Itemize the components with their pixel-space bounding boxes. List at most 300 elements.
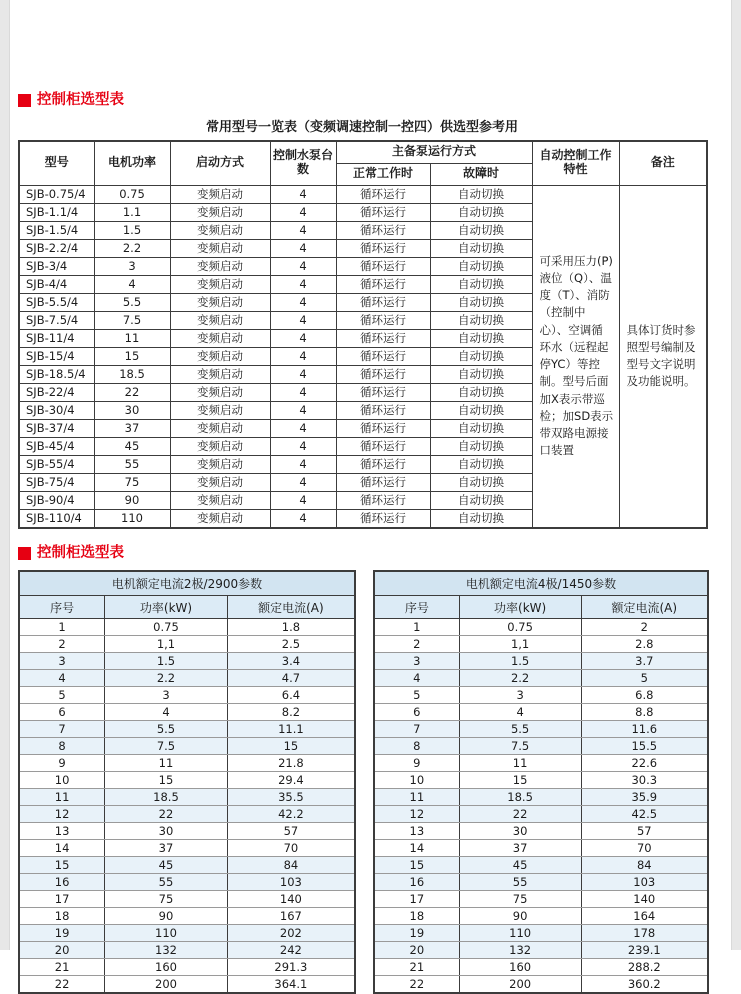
power-cell: 22 xyxy=(94,383,170,401)
start-mode-cell: 变频启动 xyxy=(170,329,270,347)
power-cell: 15 xyxy=(94,347,170,365)
normal-work-cell: 循环运行 xyxy=(336,383,430,401)
index-cell: 12 xyxy=(19,806,105,823)
table-row xyxy=(19,925,355,942)
table-row xyxy=(374,755,708,772)
col-header-motor-power: 电机功率 xyxy=(94,141,170,185)
power-cell: 4 xyxy=(459,704,581,721)
normal-work-cell: 循环运行 xyxy=(336,509,430,528)
model-cell: SJB-1.1/4 xyxy=(19,203,94,221)
current-table-4pole xyxy=(373,570,709,994)
power-cell: 90 xyxy=(94,491,170,509)
start-mode-cell: 变频启动 xyxy=(170,347,270,365)
pump-count-cell: 4 xyxy=(270,293,336,311)
table-row xyxy=(374,976,708,994)
index-cell: 2 xyxy=(374,636,459,653)
power-cell: 7.5 xyxy=(459,738,581,755)
table-row xyxy=(19,857,355,874)
current-cell: 3.7 xyxy=(581,653,708,670)
table-row xyxy=(374,653,708,670)
current-cell: 6.4 xyxy=(227,687,355,704)
fault-cell: 自动切换 xyxy=(430,257,532,275)
table-row xyxy=(374,738,708,755)
start-mode-cell: 变频启动 xyxy=(170,275,270,293)
index-cell: 22 xyxy=(374,976,459,994)
power-cell: 110 xyxy=(105,925,228,942)
pump-count-cell: 4 xyxy=(270,203,336,221)
model-cell: SJB-1.5/4 xyxy=(19,221,94,239)
start-mode-cell: 变频启动 xyxy=(170,311,270,329)
power-cell: 0.75 xyxy=(105,619,228,636)
normal-work-cell: 循环运行 xyxy=(336,419,430,437)
start-mode-cell: 变频启动 xyxy=(170,401,270,419)
current-cell: 15 xyxy=(227,738,355,755)
index-cell: 20 xyxy=(19,942,105,959)
power-cell: 75 xyxy=(94,473,170,491)
index-cell: 3 xyxy=(19,653,105,670)
start-mode-cell: 变频启动 xyxy=(170,239,270,257)
power-cell: 1,1 xyxy=(105,636,228,653)
power-cell: 55 xyxy=(459,874,581,891)
normal-work-cell: 循环运行 xyxy=(336,257,430,275)
current-table-4pole-title: 电机额定电流4极/1450参数 xyxy=(374,571,708,596)
power-cell: 7.5 xyxy=(94,311,170,329)
power-cell: 4 xyxy=(94,275,170,293)
fault-cell: 自动切换 xyxy=(430,365,532,383)
current-table-2pole-title: 电机额定电流2极/2900参数 xyxy=(19,571,355,596)
current-cell: 15.5 xyxy=(581,738,708,755)
start-mode-cell: 变频启动 xyxy=(170,509,270,528)
power-cell: 2.2 xyxy=(94,239,170,257)
index-cell: 16 xyxy=(374,874,459,891)
index-cell: 20 xyxy=(374,942,459,959)
power-cell: 7.5 xyxy=(105,738,228,755)
table-row xyxy=(374,806,708,823)
power-cell: 11 xyxy=(105,755,228,772)
normal-work-cell: 循环运行 xyxy=(336,347,430,365)
col-header-fault: 故障时 xyxy=(430,163,532,185)
table-header-row xyxy=(374,596,708,619)
index-cell: 12 xyxy=(374,806,459,823)
normal-work-cell: 循环运行 xyxy=(336,365,430,383)
model-cell: SJB-37/4 xyxy=(19,419,94,437)
table-row xyxy=(374,908,708,925)
current-cell: 57 xyxy=(227,823,355,840)
normal-work-cell: 循环运行 xyxy=(336,239,430,257)
current-cell: 103 xyxy=(227,874,355,891)
start-mode-cell: 变频启动 xyxy=(170,293,270,311)
table-row xyxy=(19,840,355,857)
fault-cell: 自动切换 xyxy=(430,329,532,347)
current-cell: 57 xyxy=(581,823,708,840)
current-cell: 4.7 xyxy=(227,670,355,687)
current-cell: 167 xyxy=(227,908,355,925)
col-header-remark: 备注 xyxy=(619,141,707,185)
index-cell: 1 xyxy=(374,619,459,636)
normal-work-cell: 循环运行 xyxy=(336,311,430,329)
normal-work-cell: 循环运行 xyxy=(336,329,430,347)
pump-count-cell: 4 xyxy=(270,239,336,257)
power-cell: 15 xyxy=(105,772,228,789)
col-header-pump-count: 控制水泵台数 xyxy=(270,141,336,185)
power-cell: 75 xyxy=(459,891,581,908)
index-cell: 18 xyxy=(19,908,105,925)
current-cell: 70 xyxy=(227,840,355,857)
model-cell: SJB-2.2/4 xyxy=(19,239,94,257)
start-mode-cell: 变频启动 xyxy=(170,455,270,473)
power-cell: 3 xyxy=(105,687,228,704)
table-row xyxy=(19,959,355,976)
model-cell: SJB-90/4 xyxy=(19,491,94,509)
pump-count-cell: 4 xyxy=(270,311,336,329)
model-cell: SJB-30/4 xyxy=(19,401,94,419)
pump-count-cell: 4 xyxy=(270,473,336,491)
power-cell: 160 xyxy=(459,959,581,976)
model-cell: SJB-18.5/4 xyxy=(19,365,94,383)
power-cell: 4 xyxy=(105,704,228,721)
current-table-2pole xyxy=(18,570,356,994)
pump-count-cell: 4 xyxy=(270,419,336,437)
index-cell: 5 xyxy=(19,687,105,704)
index-cell: 10 xyxy=(19,772,105,789)
power-cell: 160 xyxy=(105,959,228,976)
col-header-operation-group: 主备泵运行方式 xyxy=(336,141,532,163)
pump-count-cell: 4 xyxy=(270,347,336,365)
index-cell: 4 xyxy=(19,670,105,687)
index-cell: 3 xyxy=(374,653,459,670)
power-cell: 30 xyxy=(94,401,170,419)
start-mode-cell: 变频启动 xyxy=(170,437,270,455)
power-cell: 11 xyxy=(459,755,581,772)
power-cell: 132 xyxy=(459,942,581,959)
current-cell: 1.8 xyxy=(227,619,355,636)
normal-work-cell: 循环运行 xyxy=(336,221,430,239)
current-cell: 2.5 xyxy=(227,636,355,653)
start-mode-cell: 变频启动 xyxy=(170,383,270,401)
power-cell: 75 xyxy=(105,891,228,908)
pump-count-cell: 4 xyxy=(270,185,336,203)
table-row xyxy=(374,959,708,976)
table-row xyxy=(19,908,355,925)
power-cell: 1.1 xyxy=(94,203,170,221)
power-cell: 90 xyxy=(105,908,228,925)
power-cell: 37 xyxy=(105,840,228,857)
model-cell: SJB-45/4 xyxy=(19,437,94,455)
index-cell: 21 xyxy=(374,959,459,976)
index-cell: 16 xyxy=(19,874,105,891)
table-row xyxy=(374,942,708,959)
table-row xyxy=(374,891,708,908)
power-cell: 110 xyxy=(94,509,170,528)
pump-count-cell: 4 xyxy=(270,509,336,528)
table-row xyxy=(19,185,707,203)
col-header-normal-work: 正常工作时 xyxy=(336,163,430,185)
index-cell: 17 xyxy=(374,891,459,908)
table-row xyxy=(374,636,708,653)
current-cell: 70 xyxy=(581,840,708,857)
model-cell: SJB-11/4 xyxy=(19,329,94,347)
current-cell: 5 xyxy=(581,670,708,687)
model-cell: SJB-15/4 xyxy=(19,347,94,365)
index-cell: 14 xyxy=(374,840,459,857)
start-mode-cell: 变频启动 xyxy=(170,365,270,383)
table-row xyxy=(19,976,355,994)
power-cell: 30 xyxy=(105,823,228,840)
normal-work-cell: 循环运行 xyxy=(336,275,430,293)
table-row xyxy=(19,670,355,687)
index-cell: 8 xyxy=(374,738,459,755)
col-header-index: 序号 xyxy=(19,596,105,619)
current-cell: 140 xyxy=(227,891,355,908)
index-cell: 1 xyxy=(19,619,105,636)
pump-count-cell: 4 xyxy=(270,275,336,293)
current-cell: 8.8 xyxy=(581,704,708,721)
current-cell: 30.3 xyxy=(581,772,708,789)
power-cell: 18.5 xyxy=(94,365,170,383)
power-cell: 5.5 xyxy=(94,293,170,311)
fault-cell: 自动切换 xyxy=(430,221,532,239)
power-cell: 3 xyxy=(94,257,170,275)
main-table-title: 常用型号一览表（变频调速控制一控四）供选型参考用 xyxy=(18,116,706,135)
table-row xyxy=(19,653,355,670)
index-cell: 9 xyxy=(19,755,105,772)
index-cell: 11 xyxy=(19,789,105,806)
current-cell: 11.1 xyxy=(227,721,355,738)
power-cell: 0.75 xyxy=(459,619,581,636)
normal-work-cell: 循环运行 xyxy=(336,473,430,491)
red-square-icon xyxy=(18,547,31,560)
fault-cell: 自动切换 xyxy=(430,473,532,491)
current-cell: 360.2 xyxy=(581,976,708,994)
index-cell: 13 xyxy=(19,823,105,840)
fault-cell: 自动切换 xyxy=(430,347,532,365)
red-square-icon xyxy=(18,94,31,107)
index-cell: 15 xyxy=(374,857,459,874)
table-row xyxy=(19,636,355,653)
power-cell: 1.5 xyxy=(94,221,170,239)
current-cell: 35.5 xyxy=(227,789,355,806)
index-cell: 6 xyxy=(19,704,105,721)
normal-work-cell: 循环运行 xyxy=(336,293,430,311)
current-cell: 288.2 xyxy=(581,959,708,976)
section1-title: 控制柜选型表 xyxy=(37,93,124,108)
power-cell: 22 xyxy=(459,806,581,823)
table-row xyxy=(374,619,708,636)
table-row xyxy=(374,823,708,840)
power-cell: 15 xyxy=(459,772,581,789)
start-mode-cell: 变频启动 xyxy=(170,203,270,221)
normal-work-cell: 循环运行 xyxy=(336,203,430,221)
table-row xyxy=(374,925,708,942)
current-cell: 2 xyxy=(581,619,708,636)
model-cell: SJB-22/4 xyxy=(19,383,94,401)
power-cell: 37 xyxy=(459,840,581,857)
auto-control-note: 可采用压力(P)液位（Q）、温度（T）、消防（控制中心）、空调循环水（远程起停YC）等控制。型号后面加X表示带巡检；加SD表示带双路电源接口装置 xyxy=(532,185,619,528)
power-cell: 110 xyxy=(459,925,581,942)
model-cell: SJB-75/4 xyxy=(19,473,94,491)
current-cell: 35.9 xyxy=(581,789,708,806)
normal-work-cell: 循环运行 xyxy=(336,455,430,473)
start-mode-cell: 变频启动 xyxy=(170,185,270,203)
power-cell: 1.5 xyxy=(459,653,581,670)
start-mode-cell: 变频启动 xyxy=(170,419,270,437)
current-cell: 11.6 xyxy=(581,721,708,738)
start-mode-cell: 变频启动 xyxy=(170,221,270,239)
current-cell: 8.2 xyxy=(227,704,355,721)
table-row xyxy=(19,823,355,840)
table-row xyxy=(374,704,708,721)
power-cell: 1,1 xyxy=(459,636,581,653)
index-cell: 7 xyxy=(19,721,105,738)
table-row xyxy=(19,789,355,806)
power-cell: 37 xyxy=(94,419,170,437)
section2-title: 控制柜选型表 xyxy=(37,546,124,561)
index-cell: 6 xyxy=(374,704,459,721)
table-row xyxy=(19,806,355,823)
index-cell: 9 xyxy=(374,755,459,772)
fault-cell: 自动切换 xyxy=(430,185,532,203)
model-cell: SJB-0.75/4 xyxy=(19,185,94,203)
col-header-index: 序号 xyxy=(374,596,459,619)
current-cell: 6.8 xyxy=(581,687,708,704)
table-row xyxy=(374,789,708,806)
power-cell: 45 xyxy=(105,857,228,874)
index-cell: 4 xyxy=(374,670,459,687)
power-cell: 200 xyxy=(105,976,228,994)
table-row xyxy=(19,738,355,755)
power-cell: 90 xyxy=(459,908,581,925)
current-cell: 84 xyxy=(227,857,355,874)
table-header-row xyxy=(19,596,355,619)
fault-cell: 自动切换 xyxy=(430,383,532,401)
table-row xyxy=(374,874,708,891)
start-mode-cell: 变频启动 xyxy=(170,491,270,509)
table-row xyxy=(19,755,355,772)
model-cell: SJB-5.5/4 xyxy=(19,293,94,311)
index-cell: 5 xyxy=(374,687,459,704)
current-tables-row xyxy=(18,570,723,994)
fault-cell: 自动切换 xyxy=(430,491,532,509)
table-row xyxy=(19,772,355,789)
index-cell: 22 xyxy=(19,976,105,994)
table-row xyxy=(19,721,355,738)
current-cell: 42.2 xyxy=(227,806,355,823)
power-cell: 11 xyxy=(94,329,170,347)
main-selection-table xyxy=(18,140,708,529)
power-cell: 2.2 xyxy=(459,670,581,687)
current-cell: 22.6 xyxy=(581,755,708,772)
remark-note: 具体订货时参照型号编制及型号文字说明及功能说明。 xyxy=(619,185,707,528)
normal-work-cell: 循环运行 xyxy=(336,401,430,419)
current-cell: 29.4 xyxy=(227,772,355,789)
col-header-auto-control: 自动控制工作特性 xyxy=(532,141,619,185)
section1-header xyxy=(18,91,723,110)
power-cell: 45 xyxy=(459,857,581,874)
index-cell: 18 xyxy=(374,908,459,925)
section2-header xyxy=(18,544,723,563)
power-cell: 22 xyxy=(105,806,228,823)
normal-work-cell: 循环运行 xyxy=(336,437,430,455)
power-cell: 55 xyxy=(105,874,228,891)
index-cell: 11 xyxy=(374,789,459,806)
index-cell: 21 xyxy=(19,959,105,976)
model-cell: SJB-7.5/4 xyxy=(19,311,94,329)
pump-count-cell: 4 xyxy=(270,437,336,455)
power-cell: 5.5 xyxy=(459,721,581,738)
col-header-rated-current: 额定电流(A) xyxy=(227,596,355,619)
index-cell: 2 xyxy=(19,636,105,653)
start-mode-cell: 变频启动 xyxy=(170,473,270,491)
pump-count-cell: 4 xyxy=(270,455,336,473)
table-row xyxy=(374,840,708,857)
index-cell: 19 xyxy=(19,925,105,942)
current-cell: 239.1 xyxy=(581,942,708,959)
fault-cell: 自动切换 xyxy=(430,437,532,455)
table-row xyxy=(374,721,708,738)
table-row xyxy=(19,874,355,891)
start-mode-cell: 变频启动 xyxy=(170,257,270,275)
fault-cell: 自动切换 xyxy=(430,419,532,437)
page xyxy=(18,0,723,994)
power-cell: 55 xyxy=(94,455,170,473)
pump-count-cell: 4 xyxy=(270,401,336,419)
power-cell: 2.2 xyxy=(105,670,228,687)
power-cell: 30 xyxy=(459,823,581,840)
table-row xyxy=(19,687,355,704)
table-row xyxy=(374,670,708,687)
col-header-power-kw: 功率(kW) xyxy=(105,596,228,619)
index-cell: 10 xyxy=(374,772,459,789)
power-cell: 132 xyxy=(105,942,228,959)
power-cell: 0.75 xyxy=(94,185,170,203)
current-cell: 140 xyxy=(581,891,708,908)
power-cell: 18.5 xyxy=(459,789,581,806)
table-row xyxy=(374,772,708,789)
model-cell: SJB-55/4 xyxy=(19,455,94,473)
fault-cell: 自动切换 xyxy=(430,275,532,293)
fault-cell: 自动切换 xyxy=(430,509,532,528)
col-header-rated-current: 额定电流(A) xyxy=(581,596,708,619)
power-cell: 5.5 xyxy=(105,721,228,738)
current-cell: 42.5 xyxy=(581,806,708,823)
power-cell: 200 xyxy=(459,976,581,994)
fault-cell: 自动切换 xyxy=(430,455,532,473)
current-cell: 291.3 xyxy=(227,959,355,976)
current-cell: 3.4 xyxy=(227,653,355,670)
col-header-start-mode: 启动方式 xyxy=(170,141,270,185)
table-row xyxy=(19,619,355,636)
table-title-row xyxy=(374,571,708,596)
fault-cell: 自动切换 xyxy=(430,239,532,257)
fault-cell: 自动切换 xyxy=(430,401,532,419)
pump-count-cell: 4 xyxy=(270,383,336,401)
fault-cell: 自动切换 xyxy=(430,311,532,329)
model-cell: SJB-3/4 xyxy=(19,257,94,275)
model-cell: SJB-110/4 xyxy=(19,509,94,528)
power-cell: 45 xyxy=(94,437,170,455)
pump-count-cell: 4 xyxy=(270,365,336,383)
power-cell: 18.5 xyxy=(105,789,228,806)
fault-cell: 自动切换 xyxy=(430,203,532,221)
table-row xyxy=(19,891,355,908)
current-cell: 164 xyxy=(581,908,708,925)
index-cell: 15 xyxy=(19,857,105,874)
index-cell: 13 xyxy=(374,823,459,840)
col-header-power-kw: 功率(kW) xyxy=(459,596,581,619)
pump-count-cell: 4 xyxy=(270,329,336,347)
current-cell: 242 xyxy=(227,942,355,959)
fault-cell: 自动切换 xyxy=(430,293,532,311)
